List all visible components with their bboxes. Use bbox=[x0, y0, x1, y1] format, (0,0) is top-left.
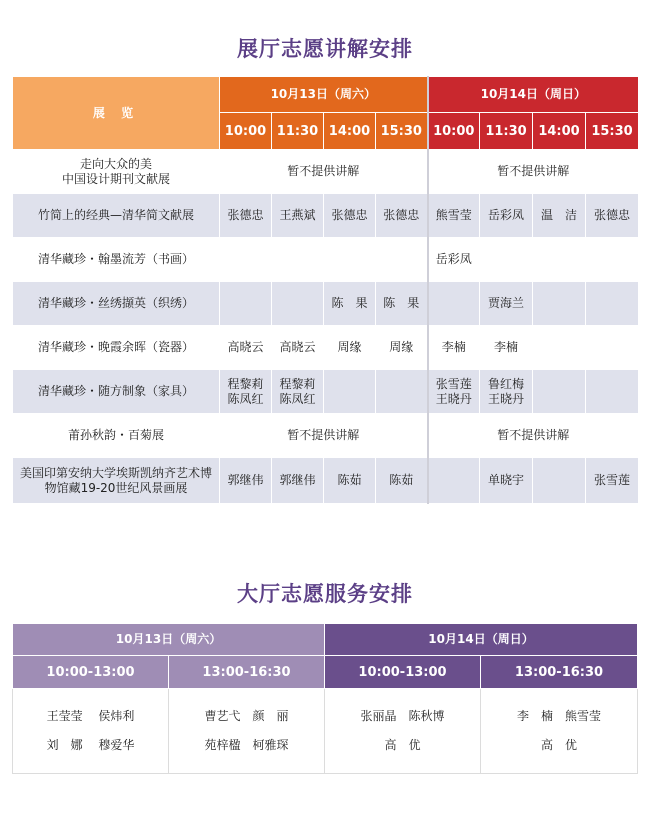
guide-cell bbox=[533, 282, 586, 326]
schedule-row bbox=[13, 238, 639, 282]
guide-cell: 陈 果 bbox=[376, 282, 428, 326]
guide-cell: 张雪莲 王晓丹 bbox=[428, 370, 480, 414]
exhibition-name: 走向大众的美 中国设计期刊文献展 bbox=[13, 150, 220, 194]
time-slot-header: 10:00-13:00 bbox=[325, 656, 481, 689]
guide-cell bbox=[324, 238, 376, 282]
hall-schedule-table bbox=[12, 76, 639, 504]
guide-cell bbox=[586, 282, 639, 326]
guide-cell: 张德忠 bbox=[220, 194, 272, 238]
guide-cell bbox=[428, 282, 480, 326]
guide-cell bbox=[376, 370, 428, 414]
guide-cell bbox=[533, 238, 586, 282]
guide-cell: 岳彩凤 bbox=[480, 194, 533, 238]
guide-cell: 郭继伟 bbox=[220, 458, 272, 504]
volunteer-names: 曹艺弋 颜 丽 苑梓楹 柯雅琛 bbox=[169, 689, 325, 774]
guide-cell bbox=[586, 370, 639, 414]
exhibition-name: 美国印第安纳大学埃斯凯纳齐艺术博 物馆藏19-20世纪风景画展 bbox=[13, 458, 220, 504]
exhibition-column-header: 展 览 bbox=[13, 77, 220, 150]
lobby-schedule-title: 大厅志愿服务安排 bbox=[237, 582, 413, 606]
not-provided-note: 暂不提供讲解 bbox=[220, 414, 428, 458]
guide-cell: 程黎莉 陈凤红 bbox=[272, 370, 324, 414]
schedule-row bbox=[13, 458, 639, 504]
guide-cell: 张德忠 bbox=[376, 194, 428, 238]
time-header: 10:00 bbox=[220, 113, 272, 150]
guide-cell: 张德忠 bbox=[586, 194, 639, 238]
guide-cell: 陈 果 bbox=[324, 282, 376, 326]
time-header: 11:30 bbox=[272, 113, 324, 150]
guide-cell: 王燕斌 bbox=[272, 194, 324, 238]
guide-cell: 陈茹 bbox=[324, 458, 376, 504]
guide-cell: 张德忠 bbox=[324, 194, 376, 238]
guide-cell bbox=[272, 238, 324, 282]
volunteer-names: 张丽晶 陈秋博 高 优 bbox=[325, 689, 481, 774]
volunteer-names: 李 楠 熊雪莹 高 优 bbox=[481, 689, 638, 774]
exhibition-name: 莆孙秋韵・百菊展 bbox=[13, 414, 220, 458]
guide-cell: 周缘 bbox=[324, 326, 376, 370]
time-slot-header: 10:00-13:00 bbox=[13, 656, 169, 689]
time-header: 14:00 bbox=[533, 113, 586, 150]
guide-cell bbox=[428, 458, 480, 504]
guide-cell bbox=[533, 326, 586, 370]
exhibition-name: 竹简上的经典—清华简文献展 bbox=[13, 194, 220, 238]
guide-cell: 高晓云 bbox=[272, 326, 324, 370]
guide-cell: 单晓宇 bbox=[480, 458, 533, 504]
not-provided-note: 暂不提供讲解 bbox=[428, 414, 639, 458]
time-header: 11:30 bbox=[480, 113, 533, 150]
exhibition-name: 清华藏珍・随方制象（家具） bbox=[13, 370, 220, 414]
guide-cell bbox=[220, 282, 272, 326]
time-header: 15:30 bbox=[586, 113, 639, 150]
schedule-row bbox=[13, 150, 639, 194]
guide-cell: 李楠 bbox=[480, 326, 533, 370]
day-header-sun: 10月14日（周日） bbox=[428, 77, 639, 113]
guide-cell: 张雪莲 bbox=[586, 458, 639, 504]
guide-cell bbox=[586, 326, 639, 370]
guide-cell: 李楠 bbox=[428, 326, 480, 370]
schedule-row bbox=[13, 326, 639, 370]
guide-cell: 郭继伟 bbox=[272, 458, 324, 504]
guide-cell: 鲁红梅 王晓丹 bbox=[480, 370, 533, 414]
lobby-schedule-table bbox=[12, 623, 638, 774]
guide-cell bbox=[376, 238, 428, 282]
guide-cell bbox=[272, 282, 324, 326]
guide-cell: 程黎莉 陈凤红 bbox=[220, 370, 272, 414]
schedule-row bbox=[13, 282, 639, 326]
guide-cell: 贾海兰 bbox=[480, 282, 533, 326]
not-provided-note: 暂不提供讲解 bbox=[428, 150, 639, 194]
exhibition-name: 清华藏珍・晚霞余晖（瓷器） bbox=[13, 326, 220, 370]
guide-cell bbox=[586, 238, 639, 282]
time-header: 14:00 bbox=[324, 113, 376, 150]
schedule-row bbox=[13, 414, 639, 458]
guide-cell: 陈茹 bbox=[376, 458, 428, 504]
not-provided-note: 暂不提供讲解 bbox=[220, 150, 428, 194]
time-header: 15:30 bbox=[376, 113, 428, 150]
guide-cell: 温 洁 bbox=[533, 194, 586, 238]
guide-cell bbox=[324, 370, 376, 414]
guide-cell bbox=[480, 238, 533, 282]
time-header: 10:00 bbox=[428, 113, 480, 150]
guide-cell bbox=[533, 370, 586, 414]
exhibition-name: 清华藏珍・翰墨流芳（书画） bbox=[13, 238, 220, 282]
schedule-row bbox=[13, 194, 639, 238]
guide-cell bbox=[220, 238, 272, 282]
time-slot-header: 13:00-16:30 bbox=[169, 656, 325, 689]
guide-cell: 周缘 bbox=[376, 326, 428, 370]
time-slot-header: 13:00-16:30 bbox=[481, 656, 638, 689]
volunteer-names: 王莹莹 侯炜利 刘 娜 穆爱华 bbox=[13, 689, 169, 774]
day-header-sat: 10月13日（周六） bbox=[13, 624, 325, 656]
guide-cell: 岳彩凤 bbox=[428, 238, 480, 282]
hall-schedule-title: 展厅志愿讲解安排 bbox=[237, 37, 413, 61]
guide-cell: 高晓云 bbox=[220, 326, 272, 370]
day-header-sat: 10月13日（周六） bbox=[220, 77, 428, 113]
schedule-row bbox=[13, 370, 639, 414]
guide-cell bbox=[533, 458, 586, 504]
exhibition-name: 清华藏珍・丝绣撷英（织绣） bbox=[13, 282, 220, 326]
guide-cell: 熊雪莹 bbox=[428, 194, 480, 238]
day-header-sun: 10月14日（周日） bbox=[325, 624, 638, 656]
